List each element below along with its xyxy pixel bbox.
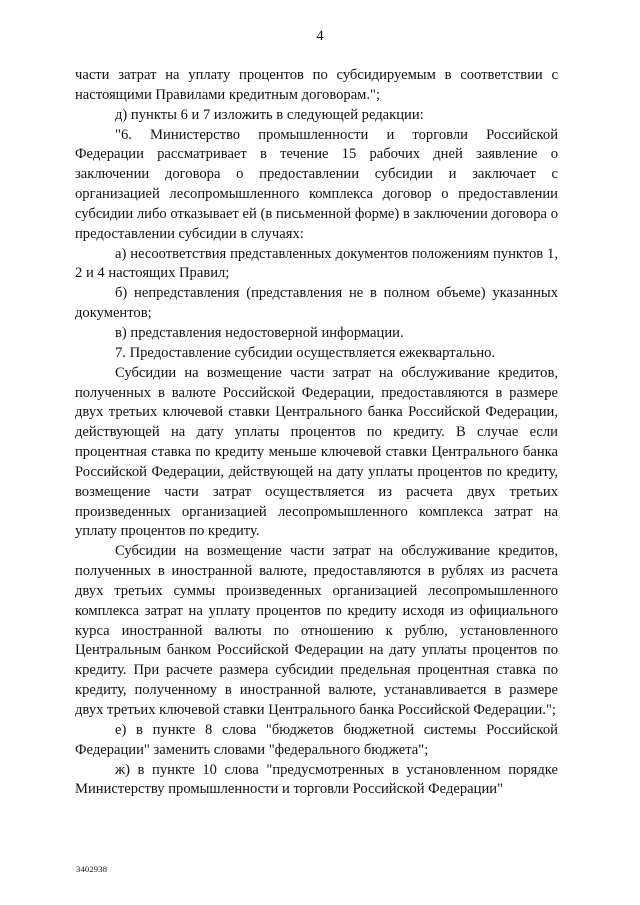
document-code: 3402938: [76, 864, 108, 874]
paragraph: ж) в пункте 10 слова "предусмотренных в установленном порядке Министерству промышленности и торговли Российской Федерации": [75, 761, 558, 798]
document-body: [75, 66, 558, 800]
paragraph: части затрат на уплату процентов по субсидируемым в соответствии с настоящими Правилами кредитным договорам.";: [75, 67, 558, 103]
paragraph: д) пункты 6 и 7 изложить в следующей редакции:: [115, 106, 424, 123]
paragraph: Субсидии на возмещение части затрат на обслуживание кредитов, полученных в валюте Российской Федерации, предоставляются в размере двух третьих ключевой ставки Центрального банка Российской Федерации, действующей на дату уплаты процентов по кредиту. В случае если процентная ставка по кредиту меньше ключевой ставки Центрального банка Российской Федерации, действующей на дату уплаты процентов по кредиту, возмещение части затрат осуществляется из расчета двух третьих произведенных организацией лесопромышленного комплекса затрат на уплату процентов по кредиту.: [75, 364, 558, 540]
paragraph: Субсидии на возмещение части затрат на обслуживание кредитов, полученных в иностранной валюте, предоставляются в рублях из расчета двух третьих суммы произведенных организацией лесопромышленного комплекса затрат на уплату процентов по кредиту исходя из официального курса иностранной валюты по отношению к рублю, установленного Центральным банком Российской Федерации на дату уплаты процентов по кредиту. При расчете размера субсидии предельная процентная ставка по кредиту, полученному в иностранной валюте, устанавливается в размере двух третьих ключевой ставки Центрального банка Российской Федерации.";: [75, 543, 558, 718]
paragraph: "6. Министерство промышленности и торговли Российской Федерации рассматривает в течение 15 рабочих дней заявление о заключении договора о предоставлении субсидии и заключает с организацией лесопромышленного комплекса договор о предоставлении субсидии либо отказывает ей (в письменной форме) в заключении договора о предоставлении субсидии в случаях:: [75, 126, 558, 242]
paragraph: в) представления недостоверной информации.: [115, 324, 404, 341]
page-number: 4: [316, 28, 324, 44]
paragraph: а) несоответствия представленных документов положениям пунктов 1, 2 и 4 настоящих Правил;: [75, 245, 558, 282]
paragraph: е) в пункте 8 слова "бюджетов бюджетной системы Российской Федерации" заменить словами "федерального бюджета";: [75, 721, 558, 758]
paragraph: 7. Предоставление субсидии осуществляется ежеквартально.: [115, 344, 496, 361]
paragraph: б) непредставления (представления не в полном объеме) указанных документов;: [75, 285, 558, 322]
